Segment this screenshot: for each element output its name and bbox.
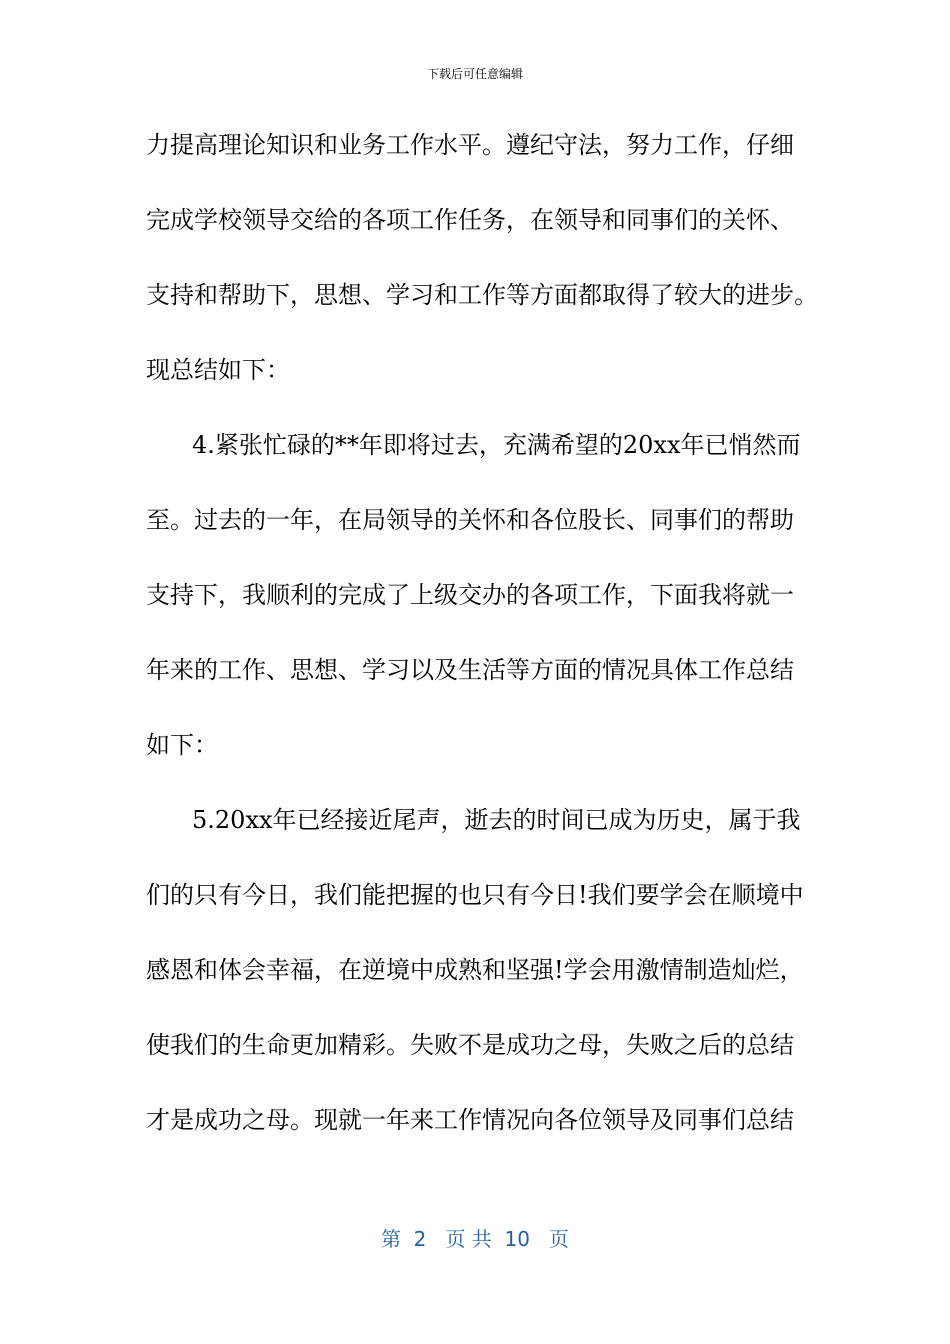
text-line: 力提高理论知识和业务工作水平。遵纪守法，努力工作，仔细 [146, 131, 794, 159]
text-line: 才是成功之母。现就一年来工作情况向各位领导及同事们总结 [146, 1106, 794, 1134]
text-line: 们的只有今日，我们能把握的也只有今日!我们要学会在顺境中 [146, 881, 804, 909]
text-line: 支持下，我顺利的完成了上级交办的各项工作，下面我将就一 [146, 581, 794, 609]
page-header: 下载后可任意编辑 [426, 67, 523, 81]
text-line: 至。过去的一年，在局领导的关怀和各位股长、同事们的帮助 [146, 506, 794, 534]
text-line: 年来的工作、思想、学习以及生活等方面的情况具体工作总结 [146, 656, 794, 684]
text-line: 感恩和体会幸福，在逆境中成熟和坚强!学会用激情制造灿烂， [146, 956, 804, 984]
text-line: 支持和帮助下，思想、学习和工作等方面都取得了较大的进步。 [146, 281, 818, 309]
text-line: 现总结如下： [146, 356, 290, 384]
document-body [146, 120, 826, 1170]
text-line: 如下： [146, 731, 218, 759]
paragraph-5-first-line: 5.20xx年已经接近尾声，逝去的时间已成为历史，属于我 [192, 806, 801, 834]
paragraph-4-first-line: 4.紧张忙碌的**年即将过去，充满希望的20xx年已悄然而 [192, 431, 801, 459]
text-line: 完成学校领导交给的各项工作任务，在领导和同事们的关怀、 [146, 206, 794, 234]
text-line: 使我们的生命更加精彩。失败不是成功之母，失败之后的总结 [146, 1031, 794, 1059]
page-number-footer: 第 2 页 共 10 页 [380, 1227, 570, 1251]
